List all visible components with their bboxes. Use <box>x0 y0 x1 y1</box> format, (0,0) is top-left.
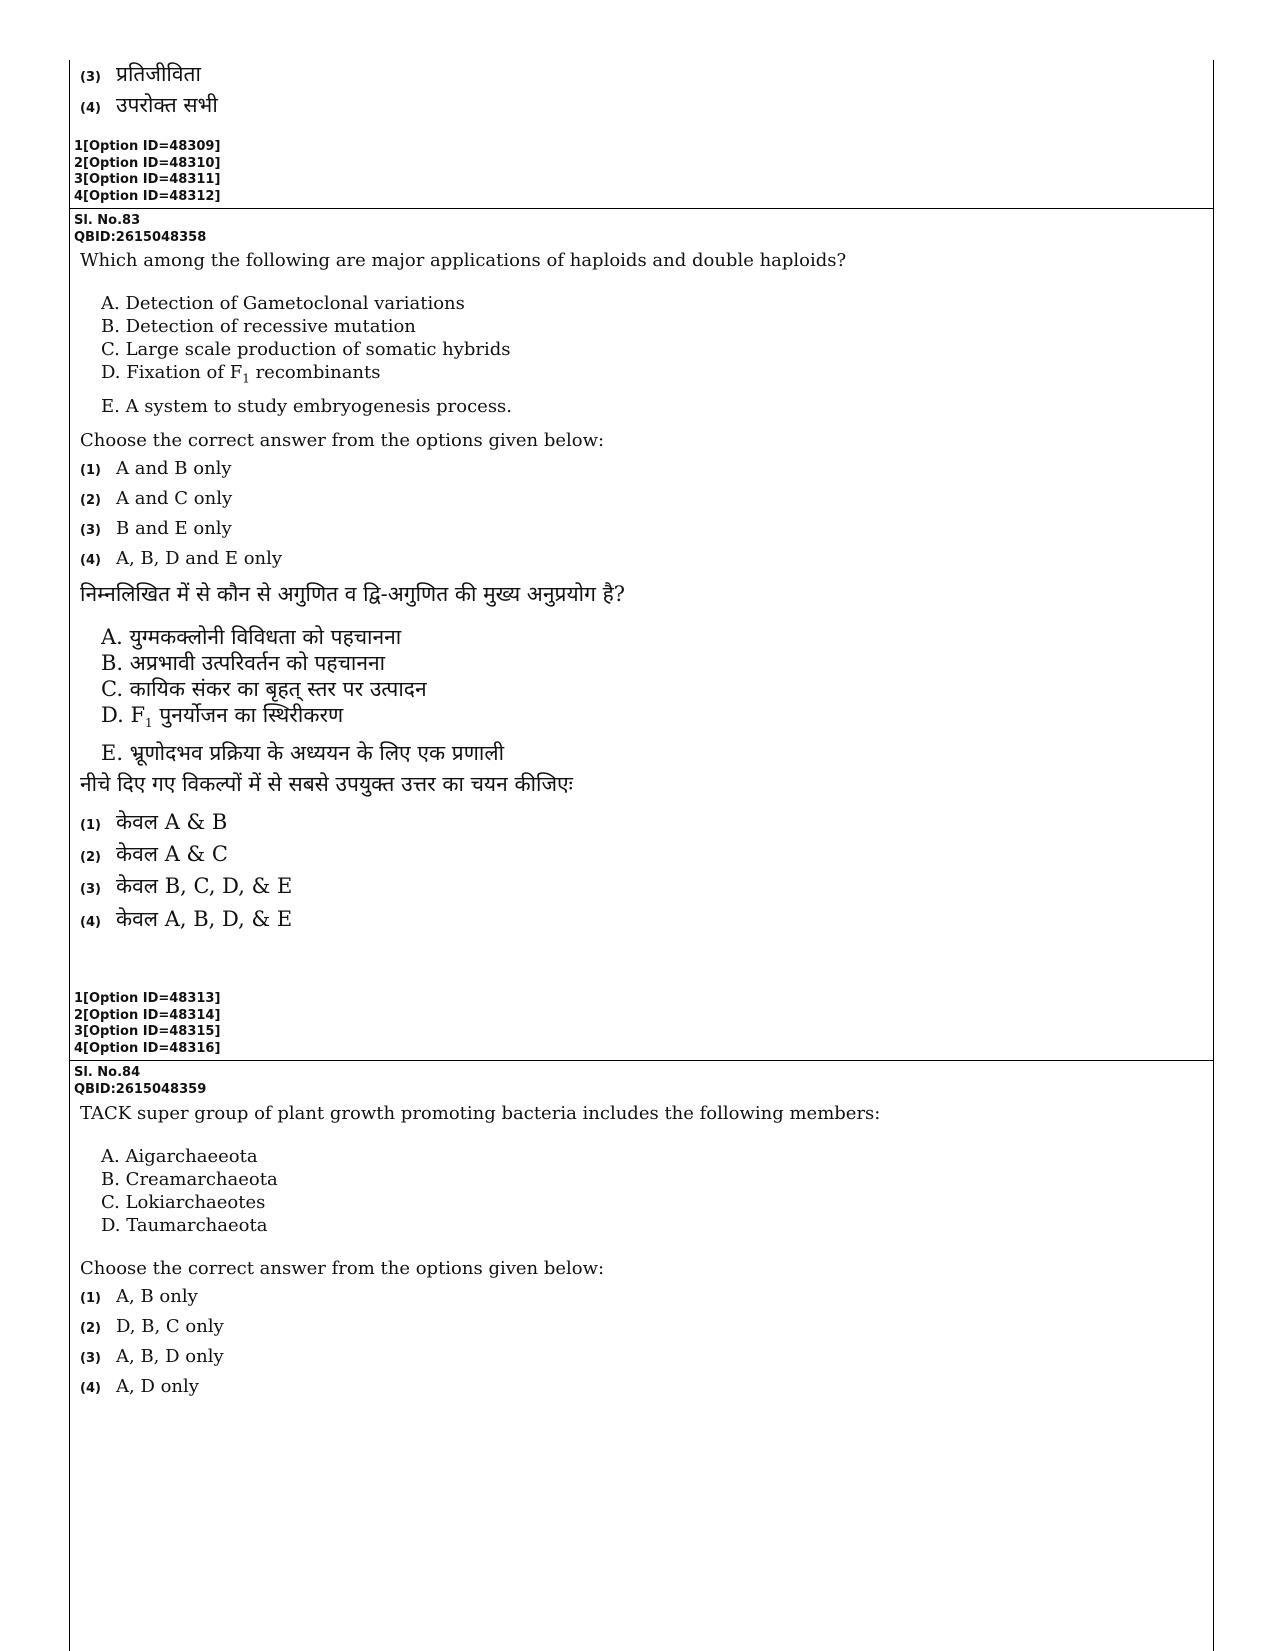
list-item: D. $F_1$ पुनर्योजन का स्थिरीकरण <box>101 703 344 731</box>
q83-choose-hi: नीचे दिए गए विकल्पों में से सबसे उपयुक्त उत्तर का चयन कीजिएः <box>80 772 573 796</box>
option-4: (4) A, D only <box>80 1376 199 1397</box>
q83-stem-hi: निम्नलिखित में से कौन से अगुणित व द्वि-अगुणित की मुख्य अनुप्रयोग है? <box>80 582 625 606</box>
q83-items-en <box>74 292 1204 418</box>
list-item: A. युग्मकक्लोनी विविधता को पहचानना <box>101 625 402 649</box>
left-border <box>69 60 70 1651</box>
divider <box>69 208 1214 209</box>
option-2: (2) केवल A & C <box>80 842 228 866</box>
list-item: E. भ्रूणोदभव प्रक्रिया के अध्ययन के लिए एक प्रणाली <box>101 741 505 766</box>
prev-question-options <box>74 60 1204 122</box>
option-3: (3) B and E only <box>80 518 232 539</box>
serial-number: Sl. No.84 <box>74 1065 141 1080</box>
option-4: (4) उपरोक्त सभी <box>80 93 218 117</box>
list-item: D. Taumarchaeota <box>101 1215 268 1236</box>
q84-items-en <box>74 1145 1204 1237</box>
option-2: (2) D, B, C only <box>80 1316 224 1337</box>
option-4: (4) A, B, D and E only <box>80 548 283 569</box>
q84-choose-en: Choose the correct answer from the options given below: <box>80 1258 605 1279</box>
list-item: E. A system to study embryogenesis process. <box>101 395 513 417</box>
list-item: D. Fixation of $F_1$ recombinants <box>101 362 381 386</box>
option-3: (3) A, B, D only <box>80 1346 224 1367</box>
q83-header <box>74 213 1204 246</box>
option-1: (1) A, B only <box>80 1286 198 1307</box>
q83-stem-en: Which among the following are major applications of haploids and double haploids? <box>80 250 847 271</box>
option-1: (1) केवल A & B <box>80 810 228 834</box>
option-1: (1) A and B only <box>80 458 232 479</box>
q83-choose-en: Choose the correct answer from the options given below: <box>80 430 605 451</box>
list-item: B. Detection of recessive mutation <box>101 316 416 337</box>
list-item: C. Large scale production of somatic hybrids <box>101 339 511 360</box>
qbid: QBID:2615048359 <box>74 1081 207 1097</box>
list-item: A. Aigarchaeeota <box>101 1146 258 1167</box>
list-item: B. Creamarchaeota <box>101 1169 278 1190</box>
list-item: B. अप्रभावी उत्परिवर्तन को पहचानना <box>101 651 386 675</box>
prev-option-ids: 1[Option ID=48309] 2[Option ID=48310] 3[Option ID=48311] 4[Option ID=48312] <box>74 139 221 204</box>
option-4: (4) केवल A, B, D, & E <box>80 907 293 931</box>
list-item: A. Detection of Gametoclonal variations <box>101 293 465 314</box>
q84-stem-en: TACK super group of plant growth promoting bacteria includes the following members: <box>80 1103 881 1124</box>
qbid: QBID:2615048358 <box>74 229 207 245</box>
right-border <box>1213 60 1214 1651</box>
q83-option-ids: 1[Option ID=48313] 2[Option ID=48314] 3[Option ID=48315] 4[Option ID=48316] <box>74 991 221 1056</box>
list-item: C. कायिक संकर का बृहत् स्तर पर उत्पादन <box>101 677 427 701</box>
option-2: (2) A and C only <box>80 488 233 509</box>
divider <box>69 1060 1214 1061</box>
q83-options-hi <box>74 808 1204 938</box>
q84-header <box>74 1065 1204 1098</box>
list-item: C. Lokiarchaeotes <box>101 1192 266 1213</box>
option-3: (3) केवल B, C, D, & E <box>80 874 293 898</box>
serial-number: Sl. No.83 <box>74 213 141 228</box>
option-3: (3) प्रतिजीविता <box>80 62 201 86</box>
q83-options-en <box>74 458 1204 578</box>
q83-items-hi <box>74 624 1204 766</box>
q84-options-en <box>74 1286 1204 1406</box>
